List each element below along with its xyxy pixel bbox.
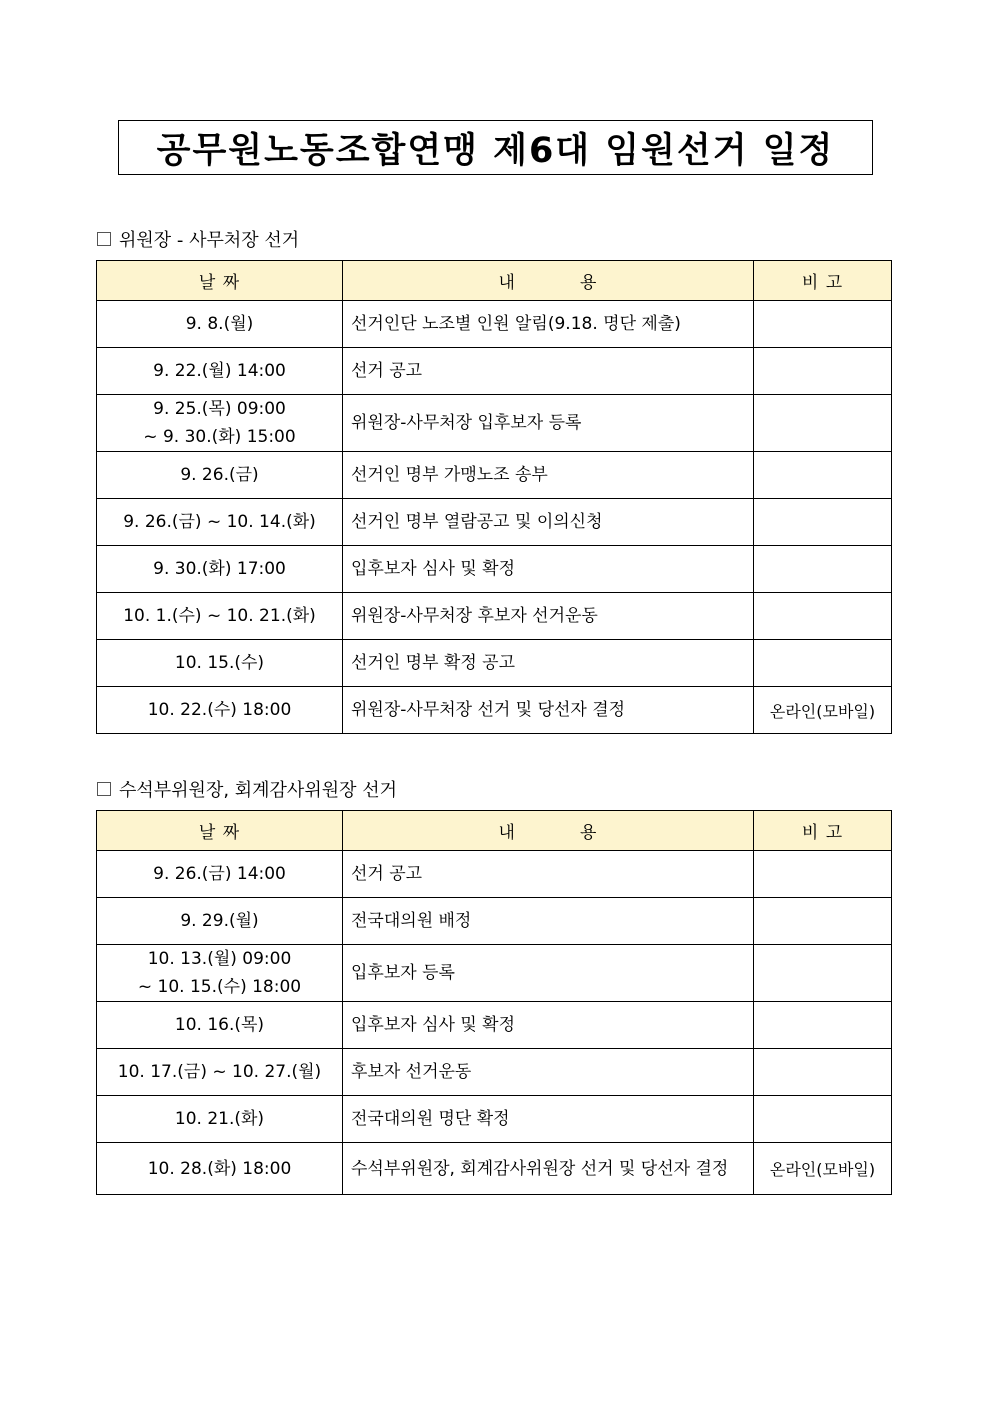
section-heading-1 — [97, 226, 299, 252]
header-date: 날 짜 — [97, 261, 343, 301]
table-row — [97, 1143, 892, 1195]
cell-note — [754, 1049, 892, 1096]
cell-content: 전국대의원 배정 — [343, 898, 754, 945]
table-row — [97, 395, 892, 452]
cell-note — [754, 1096, 892, 1143]
cell-note — [754, 348, 892, 395]
cell-content: 전국대의원 명단 확정 — [343, 1096, 754, 1143]
cell-content: 위원장-사무처장 선거 및 당선자 결정 — [343, 687, 754, 734]
cell-date: 9. 22.(월) 14:00 — [97, 348, 343, 395]
cell-content: 선거인단 노조별 인원 알림(9.18. 명단 제출) — [343, 301, 754, 348]
table-header-row — [97, 261, 892, 301]
cell-date: 9. 26.(금) — [97, 452, 343, 499]
section-heading-label: 수석부위원장, 회계감사위원장 선거 — [119, 780, 397, 801]
cell-content: 선거인 명부 가맹노조 송부 — [343, 452, 754, 499]
table-row — [97, 348, 892, 395]
cell-note — [754, 898, 892, 945]
header-content: 내 용 — [343, 811, 754, 851]
table-row — [97, 1002, 892, 1049]
cell-note — [754, 546, 892, 593]
cell-date: 9. 25.(목) 09:00 ~ 9. 30.(화) 15:00 — [97, 395, 343, 452]
cell-date: 9. 26.(금) ~ 10. 14.(화) — [97, 499, 343, 546]
page-title: 공무원노동조합연맹 제6대 임원선거 일정 — [156, 130, 835, 171]
cell-date: 10. 16.(목) — [97, 1002, 343, 1049]
cell-content: 선거인 명부 확정 공고 — [343, 640, 754, 687]
cell-note: 온라인(모바일) — [754, 1143, 892, 1195]
table-row — [97, 851, 892, 898]
cell-note: 온라인(모바일) — [754, 687, 892, 734]
cell-note — [754, 301, 892, 348]
table-row — [97, 1096, 892, 1143]
table-row — [97, 546, 892, 593]
cell-content: 입후보자 심사 및 확정 — [343, 1002, 754, 1049]
cell-content: 후보자 선거운동 — [343, 1049, 754, 1096]
table-row — [97, 301, 892, 348]
section-heading-2 — [97, 776, 397, 802]
cell-content: 선거 공고 — [343, 348, 754, 395]
cell-note — [754, 593, 892, 640]
title-box — [118, 120, 873, 175]
table-header-row — [97, 811, 892, 851]
table-row — [97, 1049, 892, 1096]
cell-content: 위원장-사무처장 후보자 선거운동 — [343, 593, 754, 640]
cell-content: 위원장-사무처장 입후보자 등록 — [343, 395, 754, 452]
cell-content: 선거인 명부 열람공고 및 이의신청 — [343, 499, 754, 546]
cell-date: 10. 13.(월) 09:00 ~ 10. 15.(수) 18:00 — [97, 945, 343, 1002]
table-row — [97, 499, 892, 546]
cell-date: 9. 30.(화) 17:00 — [97, 546, 343, 593]
table-row — [97, 687, 892, 734]
table-row — [97, 593, 892, 640]
cell-date: 10. 21.(화) — [97, 1096, 343, 1143]
schedule-table-2 — [96, 810, 892, 1195]
cell-date: 10. 17.(금) ~ 10. 27.(월) — [97, 1049, 343, 1096]
cell-content: 입후보자 등록 — [343, 945, 754, 1002]
schedule-table-1 — [96, 260, 892, 734]
cell-date: 9. 26.(금) 14:00 — [97, 851, 343, 898]
cell-content: 수석부위원장, 회계감사위원장 선거 및 당선자 결정 — [343, 1143, 754, 1195]
table-row — [97, 945, 892, 1002]
checkbox-icon — [97, 782, 111, 796]
cell-date: 9. 29.(월) — [97, 898, 343, 945]
cell-note — [754, 452, 892, 499]
cell-content: 입후보자 심사 및 확정 — [343, 546, 754, 593]
cell-date: 10. 28.(화) 18:00 — [97, 1143, 343, 1195]
cell-note — [754, 640, 892, 687]
header-note: 비 고 — [754, 261, 892, 301]
cell-note — [754, 851, 892, 898]
cell-note — [754, 395, 892, 452]
cell-note — [754, 945, 892, 1002]
table-row — [97, 640, 892, 687]
cell-note — [754, 499, 892, 546]
table-row — [97, 452, 892, 499]
cell-note — [754, 1002, 892, 1049]
header-date: 날 짜 — [97, 811, 343, 851]
checkbox-icon — [97, 232, 111, 246]
cell-date: 9. 8.(월) — [97, 301, 343, 348]
cell-date: 10. 15.(수) — [97, 640, 343, 687]
cell-date: 10. 1.(수) ~ 10. 21.(화) — [97, 593, 343, 640]
header-note: 비 고 — [754, 811, 892, 851]
header-content: 내 용 — [343, 261, 754, 301]
cell-content: 선거 공고 — [343, 851, 754, 898]
table-row — [97, 898, 892, 945]
section-heading-label: 위원장 - 사무처장 선거 — [119, 230, 300, 251]
cell-date: 10. 22.(수) 18:00 — [97, 687, 343, 734]
